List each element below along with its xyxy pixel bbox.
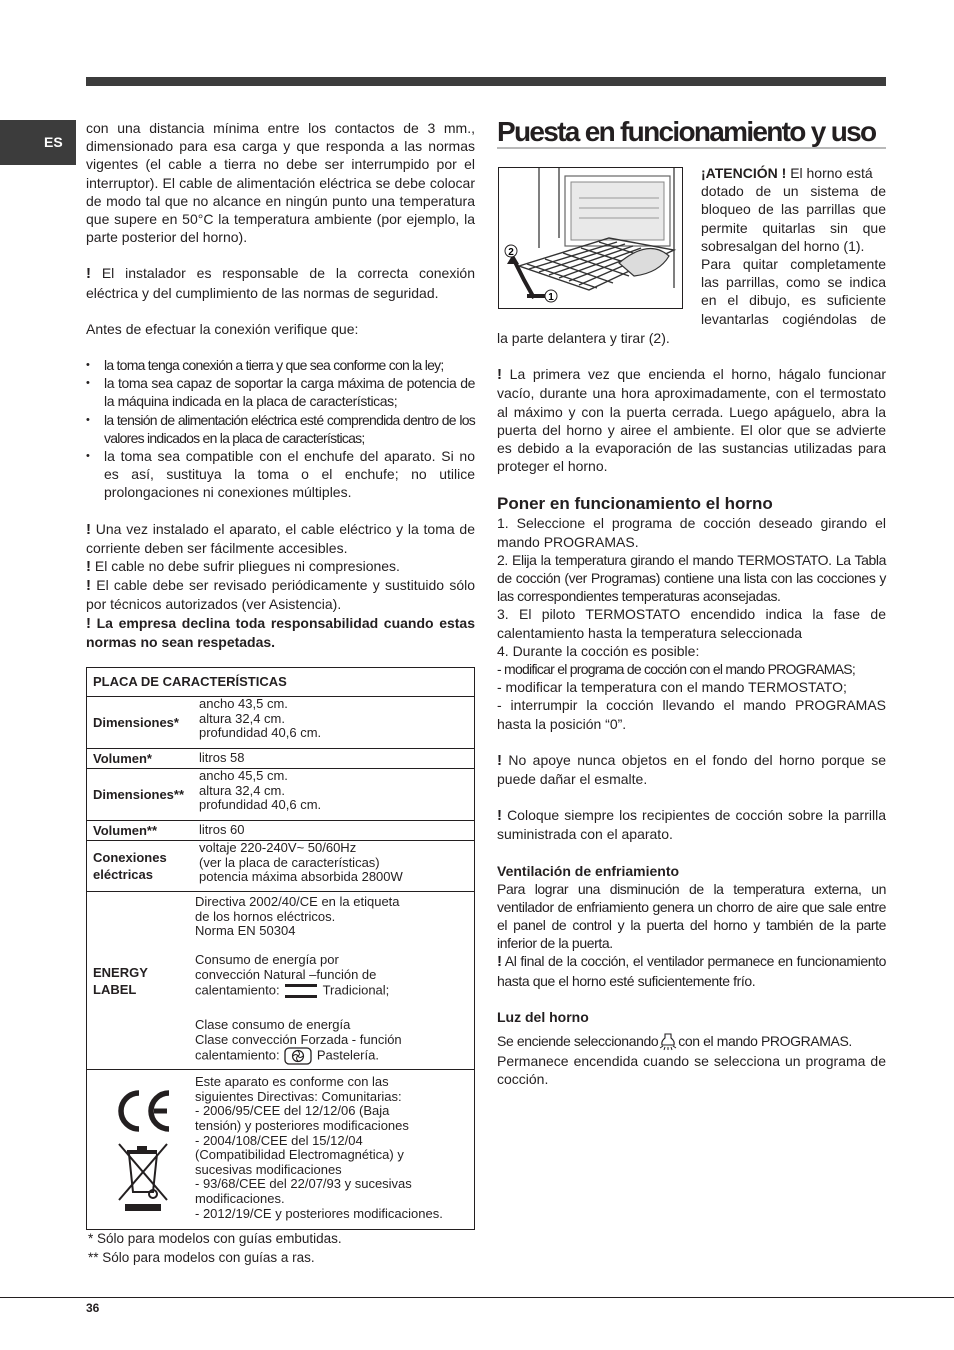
containers-note: ! Coloque siempre los recipientes de cocción sobre la parrilla suministrada con el aparato. [497,807,887,843]
row-label: Volumen* [93,751,152,767]
section-title: Puesta en funcionamiento y uso [497,116,876,147]
row-label: ENERGY LABEL [93,964,148,997]
vent-text: Para lograr una disminución de la temperatura externa, un ventilador de enfriamiento genera un chorro de aire que sale entre el panel de control y la puerta del horno y también de la parte inferior de la puerta. [497,880,886,952]
row-label: Dimensiones* [93,715,179,731]
row-label: Conexiones eléctricas [93,850,167,883]
disclaimer: ! La empresa declina toda responsabilidad cuando estas normas no sean respetadas. [86,614,475,650]
right-column [497,329,886,1089]
step-1: 1. Seleccione el programa de cocción deseado girando el mando PROGRAMAS. [497,515,886,550]
figure-label-1: 1 [548,292,554,303]
attention-tail: la parte delantera y tirar (2). [497,330,670,346]
title-underline [497,147,886,149]
warning-1: ! Una vez instalado el aparato, el cable eléctrico y la toma de corriente deben ser fácilmente accesibles. [86,520,476,556]
page-number: 36 [86,1301,100,1315]
installer-note: ! El instalador es responsable de la correcta conexión eléctrica y del cumplimiento de las normas de seguridad. [86,265,475,301]
row-value: litros 60 [199,822,245,838]
table-row-energy [87,892,474,1070]
warning-mark: ! [497,807,502,825]
warning-mark: ! [86,520,91,538]
list-item: • la toma sea capaz de soportar la carga máxima de potencia de la máquina indicada en la placa de características; [86,374,475,410]
no-objects-note: ! No apoye nunca objetos en el fondo del horno porque se puede dañar el esmalte. [497,751,886,788]
table-row [87,769,474,821]
row-value: ancho 45,5 cm. altura 32,4 cm. profundidad 40,6 cm. [199,768,322,813]
row-value: ancho 43,5 cm. altura 32,4 cm. profundidad 40,6 cm. [199,696,322,741]
first-use-note: ! La primera vez que encienda el horno, hágalo funcionar vacío, durante una hora aproximadamente, con el termostato al máximo y con la puerta cerrada. Luego apáguelo, abra la puerta del horno y airee el ambiente. El olor que se advierte es debido a la evaporación de las sustancias utilizadas para proteger el horno. [497,366,887,475]
oven-rack-illustration [499,168,682,308]
warning-2: ! El cable no debe sufrir pliegues ni compresiones. [86,558,400,576]
verify-list [86,356,475,502]
list-item: • la toma sea compatible con el enchufe del aparato. Si no es así, sustituya la toma o el enchufe; no utilice prolongaciones ni conexiones múltiples. [86,447,475,502]
attention-block: ¡ATENCIÓN ! El horno está dotado de un sistema de bloqueo de las parrillas que permite quitarlas sin que sobresalgan del horno (1). Para quitar completamente las parrillas, como se indica en el dibujo, es suficiente levantarlas cogiéndolas de [701,165,886,327]
light-text: Se enciende seleccionando con el mando PROGRAMAS. [497,1032,886,1052]
left-column [86,119,475,651]
ce-mark-icon [112,1088,174,1134]
warning-mark: ! [497,366,502,384]
step-2: 2. Elija la temperatura girando el mando TERMOSTATO. La Tabla de cocción (ver Programas) contiene una lista con las cocciones y las correspondientes temperaturas aconsejadas. [497,551,886,605]
figure-label-2: 2 [508,247,514,258]
possible-1: - modificar el programa de cocción con el mando PROGRAMAS; [497,661,855,678]
vent-heading: Ventilación de enfriamiento [497,862,680,879]
row-value: litros 58 [199,750,245,766]
table-header: PLACA DE CARACTERÍSTICAS [93,674,287,689]
warning-mark: ! [86,577,91,595]
row-label: Volumen** [93,823,158,839]
table-row-ce [87,1070,474,1229]
warning-mark: ! [497,953,502,971]
warning-mark: ! [86,614,91,632]
traditional-heating-icon [283,982,319,1000]
table-row [87,841,474,892]
warning-3: ! El cable debe ser revisado periódicamente y sustituido sólo por técnicos autorizados (ver Asistencia). [86,577,475,613]
row-value: Directiva 2002/40/CE en la etiqueta de los hornos eléctricos. Norma EN 50304 Consumo de energía por convección Natural –función de calentamiento: Tradicional; Clase consumo de energía Clase convección Forzada - función calentamiento: Pastelería. [195,892,474,1069]
table-row [87,821,474,841]
step-4: 4. Durante la cocción es posible: [497,642,700,659]
light-text-2: Permanece encendida cuando se selecciona un programa de cocción. [497,1053,886,1088]
possible-3: - interrumpir la cocción llevando el mando PROGRAMAS hasta la posición “0”. [497,697,886,732]
footnotes: * Sólo para modelos con guías embutidas. ** Sólo para modelos con guías a ras. [88,1231,342,1265]
weee-bin-icon [113,1140,173,1212]
language-tab: ES [0,120,76,165]
top-bar [86,77,886,86]
spec-table [86,667,475,1230]
row-label: Dimensiones** [93,787,185,803]
start-heading: Poner en funcionamiento el horno [497,494,773,514]
warning-mark: ! [497,751,502,769]
ce-directives: Este aparato es conforme con las siguientes Directivas: Comunitarias: - 2006/95/CEE del 12/12/06 (Baja tensión) y posteriores modificaciones - 2004/108/CEE del 15/12/04 (Compatibilidad Electromagnética) y sucesivas modificaciones - 93/68/CEE del 22/07/93 y sucesivas modificaciones. - 2012/19/CE y posteriores modificaciones. [195,1074,443,1221]
oven-light-icon [658,1032,678,1052]
vent-note: ! Al final de la cocción, el ventilador permanece en funcionamiento hasta que el horno esté suficientemente frío. [497,953,886,989]
warning-mark: ! [86,558,91,576]
table-row [87,749,474,769]
fan-heating-icon [283,1047,313,1065]
row-value: voltaje 220-240V~ 50/60Hz (ver la placa de características) potencia máxima absorbida 2800W [199,840,403,885]
list-item: • la toma tenga conexión a tierra y que sea conforme con la ley; [86,356,475,374]
verify-intro: Antes de efectuar la conexión verifique que: [86,320,359,337]
list-item: • la tensión de alimentación eléctrica esté comprendida dentro de los valores indicados en la placa de características; [86,411,475,447]
light-heading: Luz del horno [497,1008,589,1025]
step-3: 3. El piloto TERMOSTATO encendido indica la fase de calentamiento hasta la temperatura seleccionada [497,606,886,641]
warning-mark: ! [86,265,91,283]
ce-weee-cell [87,1070,199,1229]
table-header-row [87,668,474,697]
possible-2: - modificar la temperatura con el mando TERMOSTATO; [497,679,847,696]
table-row [87,697,474,749]
oven-rack-figure [498,167,683,309]
intro-text: con una distancia mínima entre los contactos de 3 mm., dimensionado para esa carga y que responda a las normas vigentes (el cable a tierra no debe ser interrumpido por el interruptor). El cable de alimentación eléctrica se debe colocar de modo tal que no alcance en ningún punto una temperatura que supere en 50°C la temperatura ambiente (por ejemplo, la parte posterior del horno). [86,120,475,246]
bottom-rule [0,1297,954,1298]
